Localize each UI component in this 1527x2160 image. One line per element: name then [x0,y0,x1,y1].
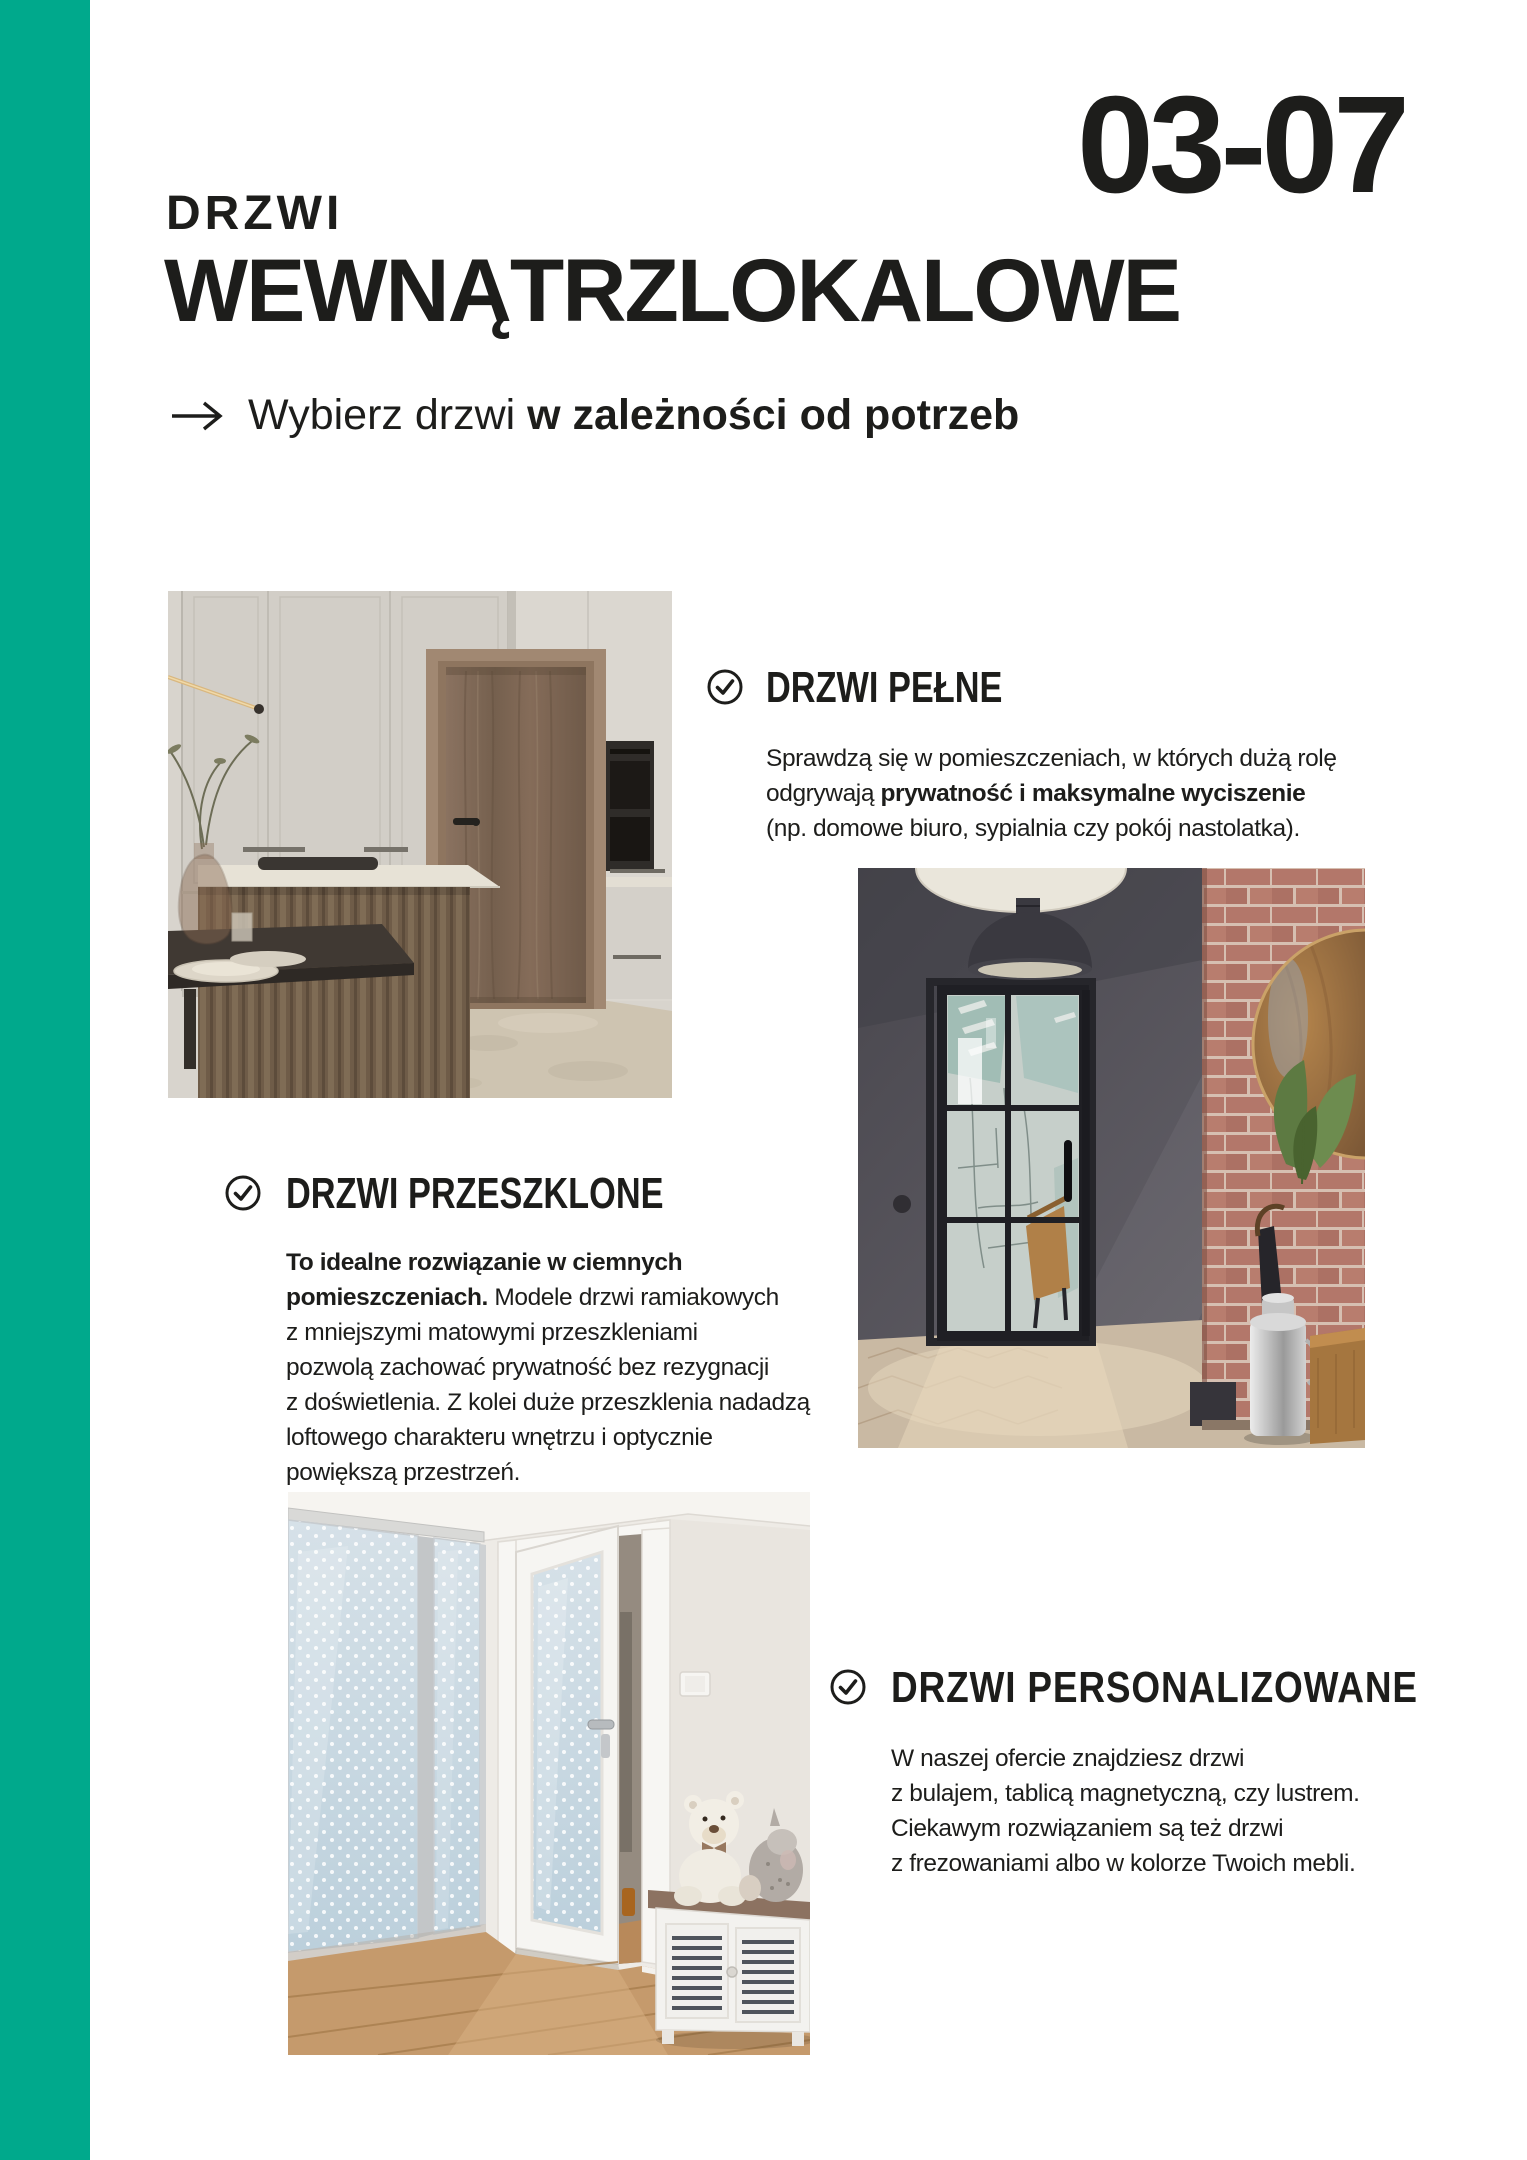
section-heading: DRZWI PEŁNE [766,663,1003,712]
section-heading: DRZWI PERSONALIZOWANE [891,1663,1418,1712]
arrow-right-icon [170,397,224,435]
subtitle-bold: w zależności od potrzeb [527,391,1020,439]
paragraph-line: pomieszczeniach. Modele drzwi ramiakowych [286,1284,779,1311]
page-number: 03-07 [1077,68,1405,222]
kitchen-full-door-photo [168,591,672,1098]
paragraph-line: W naszej ofercie znajdziesz drzwi [891,1745,1245,1772]
accent-sidebar [0,0,90,2160]
section-heading: DRZWI PRZESZKLONE [286,1169,664,1218]
subtitle [170,392,1019,439]
paragraph-line: Sprawdzą się w pomieszczeniach, w których dużą rolę [766,745,1337,772]
check-circle-icon [829,1668,867,1706]
page-title-line2: WEWNĄTRZLOKALOWE [164,240,1181,340]
kitchen-photo-art [168,591,672,1098]
loft-photo-art [858,868,1365,1448]
section-paragraph [286,1245,810,1490]
child-photo-art [288,1492,810,2055]
paragraph-line: loftowego charakteru wnętrzu i optycznie [286,1424,713,1451]
paragraph-line: powiększą przestrzeń. [286,1459,520,1486]
subtitle-regular: Wybierz drzwi [248,391,528,439]
paragraph-line: z frezowaniami albo w kolorze Twoich mebli. [891,1850,1356,1877]
paragraph-line: z bulajem, tablicą magnetyczną, czy lustrem. [891,1780,1360,1807]
subtitle-text [248,392,1019,439]
paragraph-line: z doświetlenia. Z kolei duże przeszklenia nadadzą [286,1389,810,1416]
paragraph-line: pozwolą zachować prywatność bez rezygnacji [286,1354,769,1381]
child-room-personalized-door-photo [288,1492,810,2055]
paragraph-line: odgrywają prywatność i maksymalne wyciszenie [766,780,1306,807]
page-title-line1: DRZWI [166,187,344,240]
paragraph-line: Ciekawym rozwiązaniem są też drzwi [891,1815,1284,1842]
paragraph-line: (np. domowe biuro, sypialnia czy pokój nastolatka). [766,815,1300,842]
paragraph-line: z mniejszymi matowymi przeszkleniami [286,1319,698,1346]
section-paragraph [891,1741,1360,1881]
check-circle-icon [224,1174,262,1212]
loft-glazed-door-photo [858,868,1365,1448]
section-paragraph [766,741,1337,846]
paragraph-line: To idealne rozwiązanie w ciemnych [286,1249,683,1276]
check-circle-icon [706,668,744,706]
